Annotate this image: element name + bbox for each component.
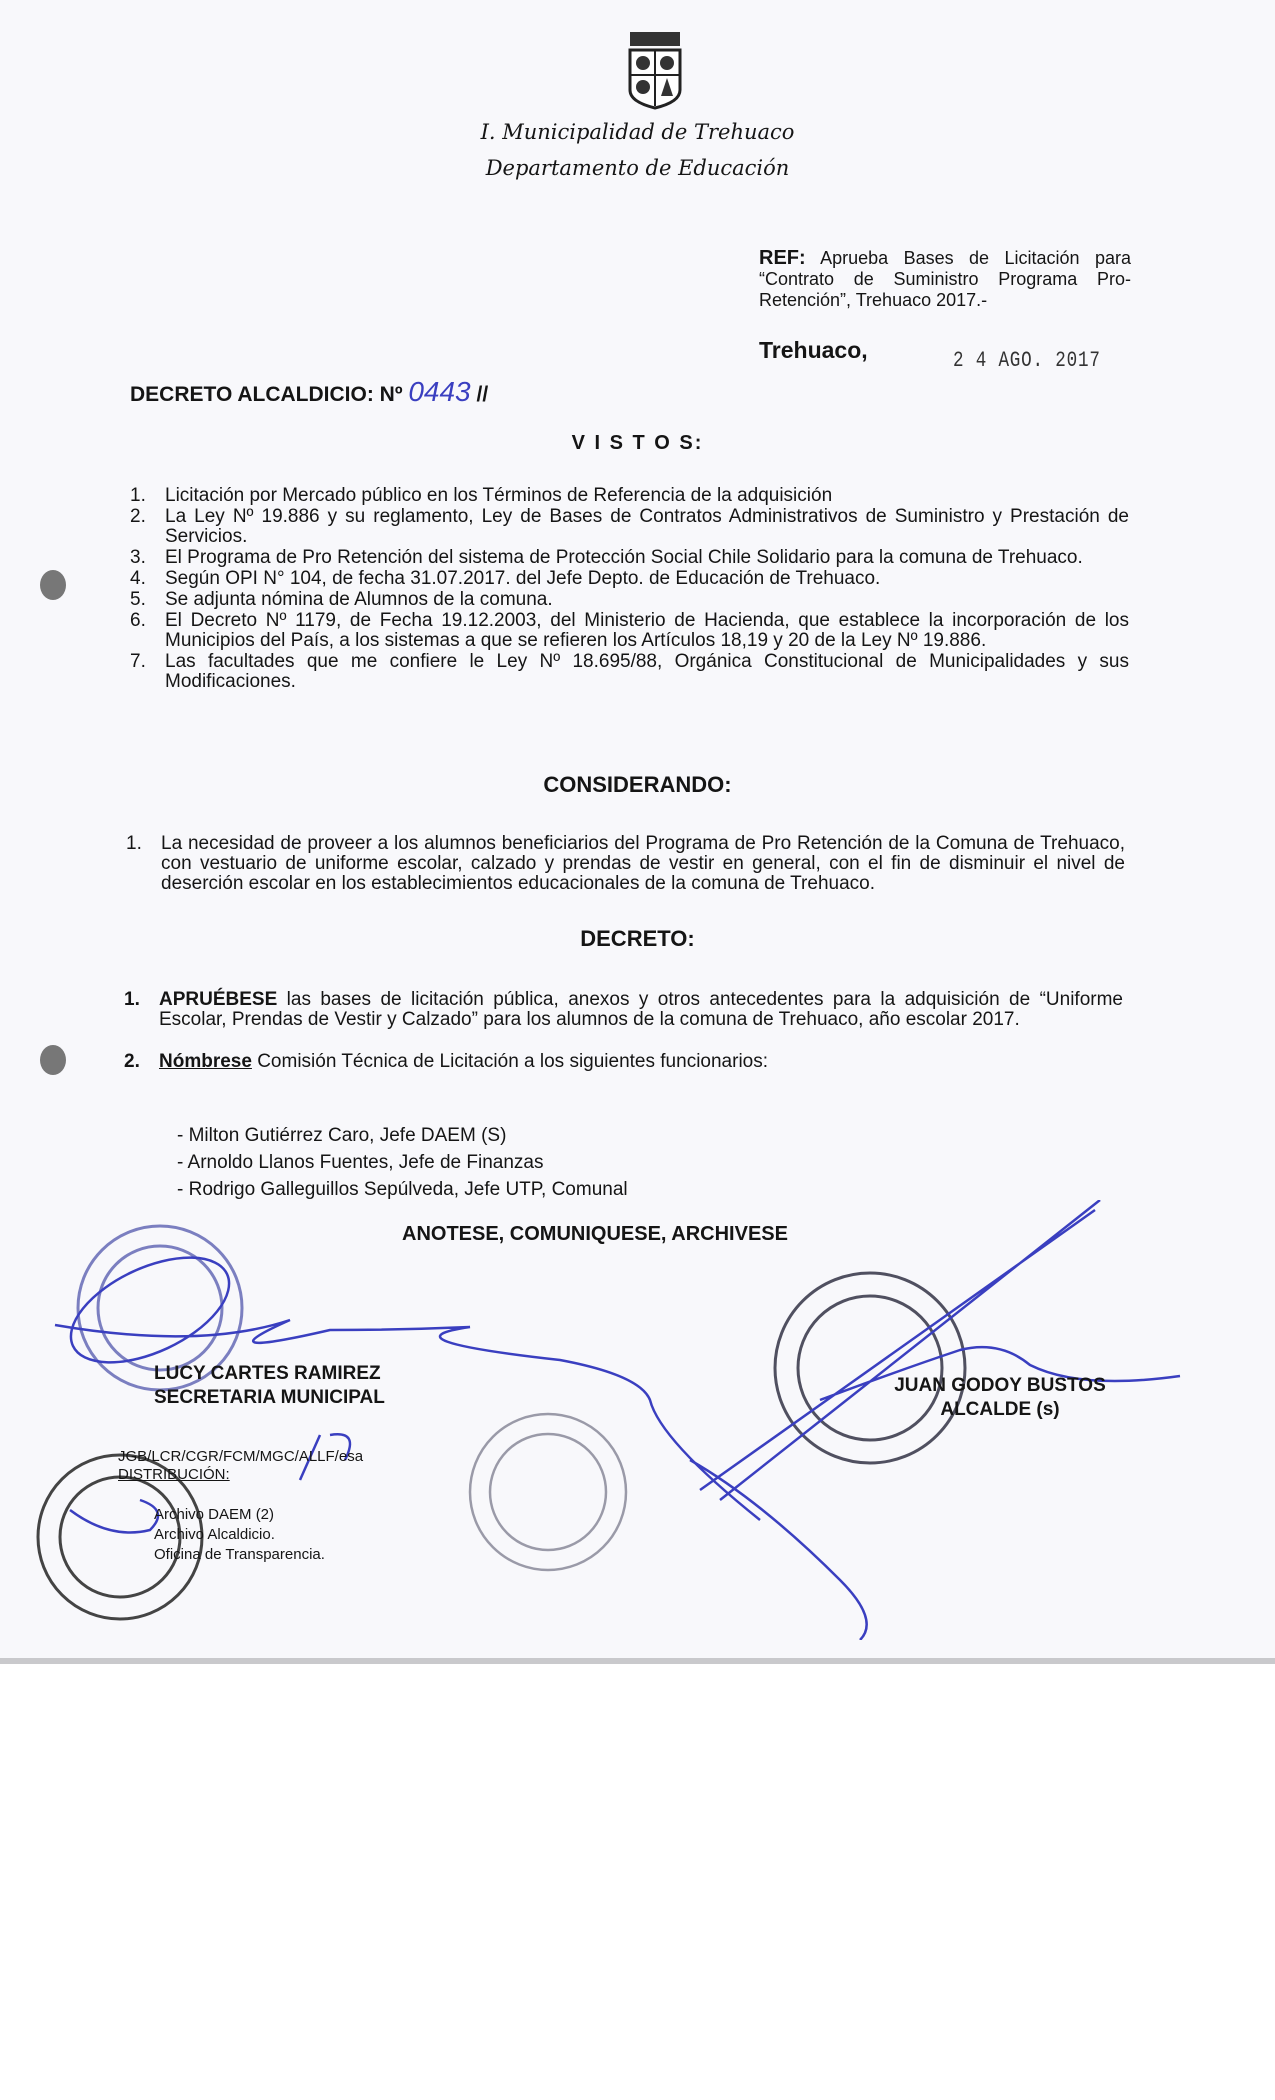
distribution-title: DISTRIBUCIÓN:	[118, 1466, 230, 1483]
date-stamp: 2 4 AGO. 2017	[953, 348, 1101, 373]
vistos-heading: V I S T O S:	[571, 432, 704, 454]
item-number: 5.	[130, 589, 146, 610]
item-number: 4.	[130, 568, 146, 589]
distribution-list	[154, 1505, 325, 1565]
commission-members	[177, 1122, 628, 1203]
item-text: La necesidad de proveer a los alumnos beneficiarios del Programa de Pro Retención de la Comuna de Trehuaco, con vestuario de uniforme escolar, calzado y prendas de vestir en general, con el fin de disminuir el nivel de deserción escolar en los establecimientos educacionales de la comuna de Trehuaco.	[161, 833, 1125, 894]
item-number: 3.	[130, 547, 146, 568]
item-text: Se adjunta nómina de Alumnos de la comuna.	[165, 589, 553, 610]
item-number: 1.	[130, 485, 146, 506]
signatory-secretary	[154, 1362, 385, 1410]
distribution-item: Archivo DAEM (2)	[154, 1506, 275, 1523]
reference-block	[759, 248, 1131, 311]
signatory-mayor	[880, 1374, 1120, 1422]
item-text: Licitación por Mercado público en los Términos de Referencia de la adquisición	[165, 485, 833, 506]
item-number: 6.	[130, 610, 146, 631]
decreto-heading: DECRETO:	[580, 926, 695, 951]
item-number: 7.	[130, 651, 146, 672]
list-item	[130, 590, 1129, 610]
list-item	[130, 569, 1129, 589]
coat-of-arms-logo	[622, 30, 688, 110]
list-item	[130, 548, 1129, 568]
decreto-list	[124, 990, 1123, 1073]
item-number: 2.	[130, 506, 146, 527]
item-text: El Programa de Pro Retención del sistema de Protección Social Chile Solidario para la comuna de Trehuaco.	[165, 547, 1083, 568]
signatory-role: ALCALDE (s)	[940, 1399, 1060, 1420]
item-lead: Nómbrese	[159, 1051, 252, 1072]
decree-number-handwritten: 0443	[408, 376, 471, 407]
member: - Milton Gutiérrez Caro, Jefe DAEM (S)	[177, 1125, 507, 1146]
item-number: 2.	[124, 1051, 140, 1072]
item-text: Según OPI N° 104, de fecha 31.07.2017. del Jefe Depto. de Educación de Trehuaco.	[165, 568, 881, 589]
municipality-name: I. Municipalidad de Trehuaco	[480, 120, 795, 144]
initials: JGB/LCR/CGR/FCM/MGC/ALLF/esa	[118, 1448, 364, 1465]
decree-label: DECRETO ALCALDICIO: Nº	[130, 383, 403, 406]
decree-number	[130, 376, 488, 408]
closing-formula: ANOTESE, COMUNIQUESE, ARCHIVESE	[402, 1223, 788, 1245]
punch-hole	[40, 1045, 66, 1075]
member: - Rodrigo Galleguillos Sepúlveda, Jefe UTP, Comunal	[177, 1179, 628, 1200]
signatory-name: LUCY CARTES RAMIREZ	[154, 1363, 381, 1384]
item-text: las bases de licitación pública, anexos y otros antecedentes para la adquisición de “Uniforme Escolar, Prendas de Vestir y Calzado” para los alumnos de la comuna de Trehuaco, año escolar 2017.	[159, 989, 1123, 1030]
item-number: 1.	[126, 833, 142, 854]
vistos-list	[130, 486, 1129, 693]
item-number: 1.	[124, 989, 140, 1010]
list-item	[130, 611, 1129, 651]
control-stamp	[470, 1414, 626, 1570]
department-name: Departamento de Educación	[485, 156, 790, 180]
ref-label: REF:	[759, 247, 806, 269]
list-item	[124, 990, 1123, 1030]
ref-text: Aprueba Bases de Licitación para “Contrato de Suministro Programa Pro-Retención”, Trehuaco 2017.-	[759, 248, 1131, 310]
distribution-item: Oficina de Transparencia.	[154, 1546, 325, 1563]
signatory-role: SECRETARIA MUNICIPAL	[154, 1387, 385, 1408]
list-item	[124, 1052, 1123, 1072]
list-item	[126, 834, 1125, 894]
item-text: El Decreto Nº 1179, de Fecha 19.12.2003, del Ministerio de Hacienda, que establece la incorporación de los Municipios del País, a los sistemas a que se refieren los Artículos 18,19 y 20 de la Ley Nº 19.886.	[165, 610, 1129, 651]
item-lead: APRUÉBESE	[159, 989, 278, 1010]
item-text: Las facultades que me confiere le Ley Nº 18.695/88, Orgánica Constitucional de Municipalidades y sus Modificaciones.	[165, 651, 1129, 692]
signatory-name: JUAN GODOY BUSTOS	[894, 1375, 1106, 1396]
list-item	[130, 507, 1129, 547]
decree-suffix: //	[476, 383, 489, 406]
list-item	[130, 486, 1129, 506]
item-text: Comisión Técnica de Licitación a los siguientes funcionarios:	[251, 1051, 769, 1072]
item-text: La Ley Nº 19.886 y su reglamento, Ley de Bases de Contratos Administrativos de Suministro y Prestación de Servicios.	[165, 506, 1129, 547]
considerando-heading: CONSIDERANDO:	[543, 772, 732, 797]
punch-hole	[40, 570, 66, 600]
member: - Arnoldo Llanos Fuentes, Jefe de Finanzas	[177, 1152, 544, 1173]
place: Trehuaco,	[759, 337, 868, 363]
list-item	[130, 652, 1129, 692]
distribution-item: Archivo Alcaldicio.	[154, 1526, 275, 1543]
considerando-list	[126, 834, 1125, 895]
